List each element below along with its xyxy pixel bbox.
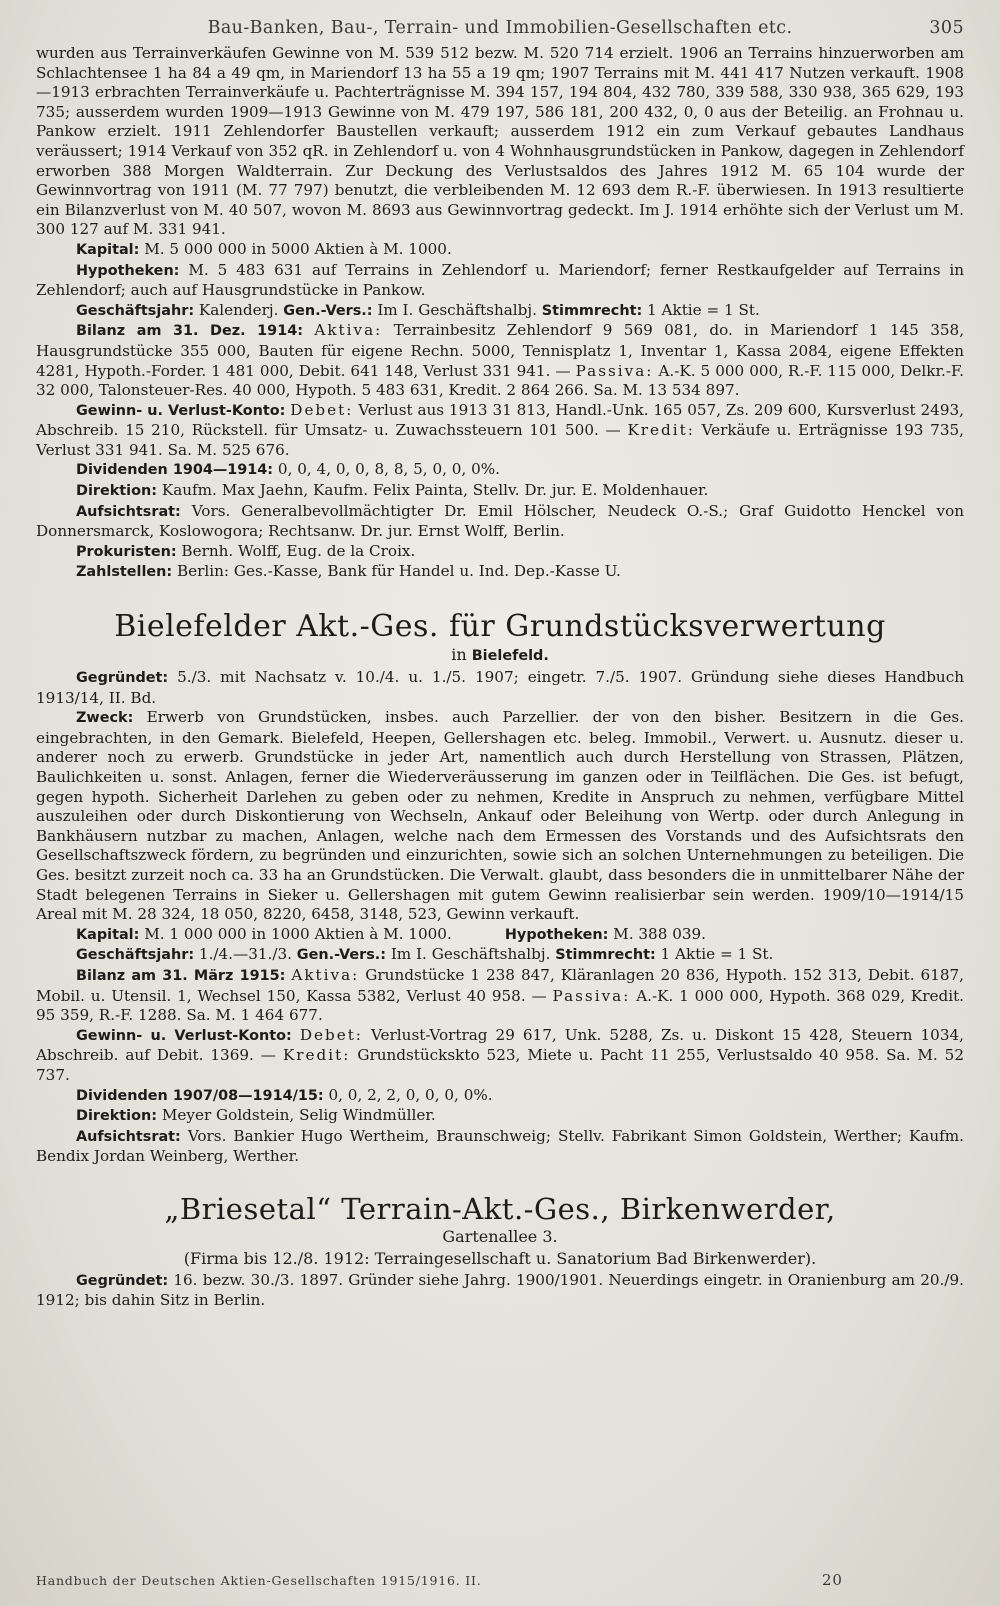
hypotheken-label: Hypotheken: xyxy=(76,262,180,279)
briesetal-former-name: (Firma bis 12./8. 1912: Terraingesellschaft u. Sanatorium Bad Birkenwerder). xyxy=(183,1248,817,1268)
bielefeld-company-entry xyxy=(36,609,964,1167)
direktion-label: Direktion: xyxy=(76,483,158,500)
kapital-text: M. 1 000 000 in 1000 Aktien à M. 1000. xyxy=(144,924,452,943)
page-number: 305 xyxy=(929,18,964,38)
geschaeftsjahr-label: Geschäftsjahr: xyxy=(76,947,195,964)
gegruendet-label: Gegründet: xyxy=(76,1272,169,1289)
guv-label: Gewinn- u. Verlust-Konto: xyxy=(76,1027,292,1044)
zahlstellen-line xyxy=(36,562,964,583)
dividenden-line xyxy=(36,460,964,481)
hypotheken-line xyxy=(36,261,964,301)
genvers-text: Im I. Geschäftshalbj. xyxy=(390,945,551,964)
location-city: Bielefeld. xyxy=(471,648,549,665)
briesetal-company-title: „Briesetal“ Terrain-Akt.-Ges., Birkenwerder, xyxy=(164,1191,836,1226)
kapital-line xyxy=(36,240,964,261)
guv-debet-text: Verlust-Vortrag 29 617, Unk. 5288, Zs. u. Diskont 15 428, Steuern 1034, Abschreib. auf Debit. 1369. — xyxy=(36,1025,964,1065)
dividenden-text: 0, 0, 4, 0, 0, 8, 8, 5, 0, 0, 0%. xyxy=(277,460,501,479)
geschaeftsjahr-text: Kalenderj. xyxy=(198,300,279,319)
aufsichtsrat-text: Vors. Bankier Hugo Wertheim, Braunschweig; Stellv. Fabrikant Simon Goldstein, Werther; Kaufm. Bendix Jordan Weinberg, Werther. xyxy=(36,1126,964,1166)
genvers-label: Gen.-Vers.: xyxy=(283,302,373,319)
aufsichtsrat-line xyxy=(36,502,964,542)
direktion-text: Kaufm. Max Jaehn, Kaufm. Felix Painta, Stellv. Dr. jur. E. Moldenhauer. xyxy=(161,481,709,500)
guv-line xyxy=(36,401,964,461)
dividenden-label: Dividenden 1904—1914: xyxy=(76,462,274,479)
kapital-text: M. 5 000 000 in 5000 Aktien à M. 1000. xyxy=(144,239,452,258)
zahlstellen-text: Berlin: Ges.-Kasse, Bank für Handel u. Ind. Dep.-Kasse U. xyxy=(176,562,621,581)
guv-debet-label: Debet: xyxy=(290,400,354,419)
geschaeftsjahr-line xyxy=(36,301,964,322)
direktion-line xyxy=(36,1106,964,1127)
gegruendet-line xyxy=(36,668,964,708)
bilanz-passiva-text: A.-K. 5 000 000, R.-F. 115 000, Delkr.-F. 32 000, Talonsteuer-Res. 40 000, Hypoth. 5 483 631, Kredit. 2 864 266. Sa. M. 13 534 897. xyxy=(36,361,965,400)
aufsichtsrat-label: Aufsichtsrat: xyxy=(76,503,181,520)
prokuristen-text: Bernh. Wolff, Eug. de la Croix. xyxy=(181,541,416,560)
briesetal-company-entry xyxy=(36,1191,964,1311)
stimmrecht-label: Stimmrecht: xyxy=(555,947,656,964)
stimmrecht-label: Stimmrecht: xyxy=(541,302,643,319)
stimmrecht-text: 1 Aktie = 1 St. xyxy=(647,300,760,319)
bilanz-aktiva-text: Grundstücke 1 238 847, Kläranlagen 20 836, Hypoth. 152 313, Debit. 6187, Mobil. u. Utensil. 1, Wechsel 150, Kassa 5382, Verlust 40 958. — xyxy=(36,965,965,1005)
guv-kredit-label: Kredit: xyxy=(627,421,695,440)
aufsichtsrat-label: Aufsichtsrat: xyxy=(76,1128,181,1145)
footer-source: Handbuch der Deutschen Aktien-Gesellschaften 1915/1916. II. xyxy=(36,1573,482,1588)
bielefeld-location xyxy=(36,645,964,666)
sheet-number: 20 xyxy=(822,1571,843,1589)
running-head-title: Bau-Banken, Bau-, Terrain- und Immobilien-Gesellschaften etc. xyxy=(207,18,793,38)
zweck-text: Erwerb von Grundstücken, insbes. auch Parzellier. der von den bisher. Besitzern in die Ges. eingebrachten, in den Gemark. Bielefeld, Heepen, Gellershagen etc. beleg. Immobil., Verwert. u. Ausnutz. dieser u. anderer noch zu erwerb. Grundstücke in jeder Art, namentlich auch durch Herstellung von Strassen, Plätzen, Baulichkeiten u. sonst. Anlagen, ferner die Wiederveräusserung im ganzen oder in Teilflächen. Die Ges. ist befugt, gegen hypoth. Sicherheit Darlehen zu geben oder zu nehmen, Kredite in Anspruch zu nehmen, verfügbare Mittel auszuleihen oder durch Diskontierung von Wechseln, Ankauf oder Beleihung von Wertp. oder durch Anlegung in Bankhäusern nutzbar zu machen, Anlagen, welche nach dem Ermessen des Vorstands und des Aufsichtsrats den Gesellschaftszweck fördern, zu begründen und einzurichten, sowie sich an solchen Unternehmungen zu beteiligen. Die Ges. besitzt zurzeit noch ca. 33 ha an Grundstücken. Die Verwalt. glaubt, dass besonders die in unmittelbarer Nähe der Stadt belegenen Terrains in Sieker u. Gellershagen mit gutem Gewinn realisierbar sein werden. 1909/10—1914/15 Areal mit M. 28 324, 18 050, 8220, 6458, 3148, 523, Gewinn verkauft. xyxy=(36,708,965,924)
dividenden-label: Dividenden 1907/08—1914/15: xyxy=(76,1087,324,1104)
prokuristen-label: Prokuristen: xyxy=(76,543,177,560)
geschaeftsjahr-line xyxy=(36,945,964,966)
guv-kredit-label: Kredit: xyxy=(282,1046,351,1065)
guv-line xyxy=(36,1026,964,1086)
bilanz-passiva-text: A.-K. 1 000 000, Hypoth. 368 029, Kredit. 95 359, R.-F. 1288. Sa. M. 1 464 677. xyxy=(36,986,965,1025)
dividenden-text: 0, 0, 2, 2, 0, 0, 0, 0%. xyxy=(328,1085,493,1104)
kapital-label: Kapital: xyxy=(76,926,140,943)
gegruendet-label: Gegründet: xyxy=(76,670,169,687)
zweck-label: Zweck: xyxy=(76,710,134,727)
genvers-text: Im I. Geschäftshalbj. xyxy=(377,300,537,319)
previous-company-entry xyxy=(36,44,964,583)
guv-kredit-text: Verkäufe u. Erträgnisse 193 735, Verlust 331 941. Sa. M. 525 676. xyxy=(36,421,964,459)
bilanz-line xyxy=(36,321,964,400)
aufsichtsrat-line xyxy=(36,1127,964,1167)
guv-debet-text: Verlust aus 1913 31 813, Handl.-Unk. 165 057, Zs. 209 600, Kursverlust 2493, Abschreib. 15 210, Rückstell. für Umsatz- u. Zuwachssteuern 101 500. — xyxy=(36,400,964,440)
genvers-label: Gen.-Vers.: xyxy=(296,947,386,964)
geschaeftsjahr-text: 1./4.—31./3. xyxy=(198,945,292,964)
bielefeld-company-title: Bielefelder Akt.-Ges. für Grundstücksverwertung xyxy=(114,609,886,645)
bilanz-aktiva-label: Aktiva: xyxy=(291,965,360,984)
prokuristen-line xyxy=(36,542,964,563)
bilanz-label: Bilanz am 31. Dez. 1914: xyxy=(76,323,303,340)
bilanz-line xyxy=(36,966,964,1026)
bilanz-passiva-label: Passiva: xyxy=(575,361,654,380)
hypotheken-label: Hypotheken: xyxy=(504,926,609,943)
bilanz-aktiva-text: Terrainbesitz Zehlendorf 9 569 081, do. in Mariendorf 1 145 358, Hausgrundstücke 355 000, Bauten für eigene Rechn. 5000, Tennisplatz 1, Inventar 1, Kassa 2084, eigene Effekten 4281, Hypoth.-Forder. 1 481 000, Debit. 641 148, Verlust 331 941. — xyxy=(36,321,965,380)
gegruendet-text: 5./3. mit Nachsatz v. 10./4. u. 1./5. 1907; eingetr. 7./5. 1907. Gründung siehe dieses Handbuch 1913/14, II. Bd. xyxy=(36,668,965,707)
aufsichtsrat-text: Vors. Generalbevollmächtigter Dr. Emil Hölscher, Neudeck O.-S.; Graf Guidotto Henckel von Donnersmarck, Koslowogora; Rechtsanw. Dr. jur. Ernst Wolff, Berlin. xyxy=(36,501,964,541)
kapital-label: Kapital: xyxy=(76,241,140,258)
location-prefix: in xyxy=(451,645,467,665)
direktion-line xyxy=(36,481,964,502)
page-footer xyxy=(36,1573,964,1588)
bilanz-passiva-label: Passiva: xyxy=(552,986,631,1005)
briesetal-address: Gartenallee 3. xyxy=(442,1226,558,1246)
zweck-line xyxy=(36,708,964,925)
geschaeftsjahr-label: Geschäftsjahr: xyxy=(76,302,195,319)
zahlstellen-label: Zahlstellen: xyxy=(76,564,173,581)
bilanz-aktiva-label: Aktiva: xyxy=(314,321,383,340)
stimmrecht-text: 1 Aktie = 1 St. xyxy=(660,945,774,964)
gegruendet-text: 16. bezw. 30./3. 1897. Gründer siehe Jahrg. 1900/1901. Neuerdings eingetr. in Oranienburg am 20./9. 1912; bis dahin Sitz in Berlin. xyxy=(36,1270,964,1310)
guv-label: Gewinn- u. Verlust-Konto: xyxy=(76,402,286,419)
guv-kredit-text: Grundstückskto 523, Miete u. Pacht 11 255, Verlustsaldo 40 958. Sa. M. 52 737. xyxy=(36,1046,965,1084)
kapital-line xyxy=(36,925,964,946)
bilanz-label: Bilanz am 31. März 1915: xyxy=(76,967,286,984)
history-paragraph: wurden aus Terrainverkäufen Gewinne von M. 539 512 bezw. M. 520 714 erzielt. 1906 an Terrains hinzuerworben am Schlachtensee 1 ha 84 a 49 qm, in Mariendorf 13 ha 55 a 19 qm; 1907 Terrains mit M. 441 417 Nutzen verkauft. 1908—1913 erbrachten Terrainverkäufe u. Pachterträgnisse M. 394 157, 194 804, 432 780, 339 588, 330 938, 365 629, 193 735; ausserdem wurden 1909—1913 Gewinne von M. 479 197, 586 181, 200 432, 0, 0 aus der Beteilig. an Frohnau u. Pankow erzielt. 1911 Zehlendorfer Baustellen verkauft; ausserdem 1912 ein zum Verkauf gebautes Landhaus veräussert; 1914 Verkauf von 352 qR. in Zehlendorf u. von 4 Wohnhausgrundstücken in Pankow, dagegen in Zehlendorf erworben 388 Morgen Waldterrain. Zur Deckung des Verlustsaldos des Jahres 1912 M. 65 104 wurde der Gewinnvortrag von 1911 (M. 77 797) benutzt, die verbleibenden M. 12 693 dem R.-F. überwiesen. In 1913 resultierte ein Bilanzverlust von M. 40 507, wovon M. 8693 aus Gewinnvortrag gedeckt. Im J. 1914 erhöhte sich der Verlust um M. 300 127 auf M. 331 941. xyxy=(36,44,964,239)
direktion-text: Meyer Goldstein, Selig Windmüller. xyxy=(161,1106,436,1125)
running-head xyxy=(36,10,964,44)
guv-debet-label: Debet: xyxy=(299,1025,363,1044)
gegruendet-line xyxy=(36,1271,964,1311)
dividenden-line xyxy=(36,1086,964,1107)
direktion-label: Direktion: xyxy=(76,1108,158,1125)
hypotheken-text: M. 5 483 631 auf Terrains in Zehlendorf u. Mariendorf; ferner Restkaufgelder auf Terrains in Zehlendorf; auch auf Hausgrundstücke in Pankow. xyxy=(36,260,965,300)
hypotheken-text: M. 388 039. xyxy=(613,924,707,943)
